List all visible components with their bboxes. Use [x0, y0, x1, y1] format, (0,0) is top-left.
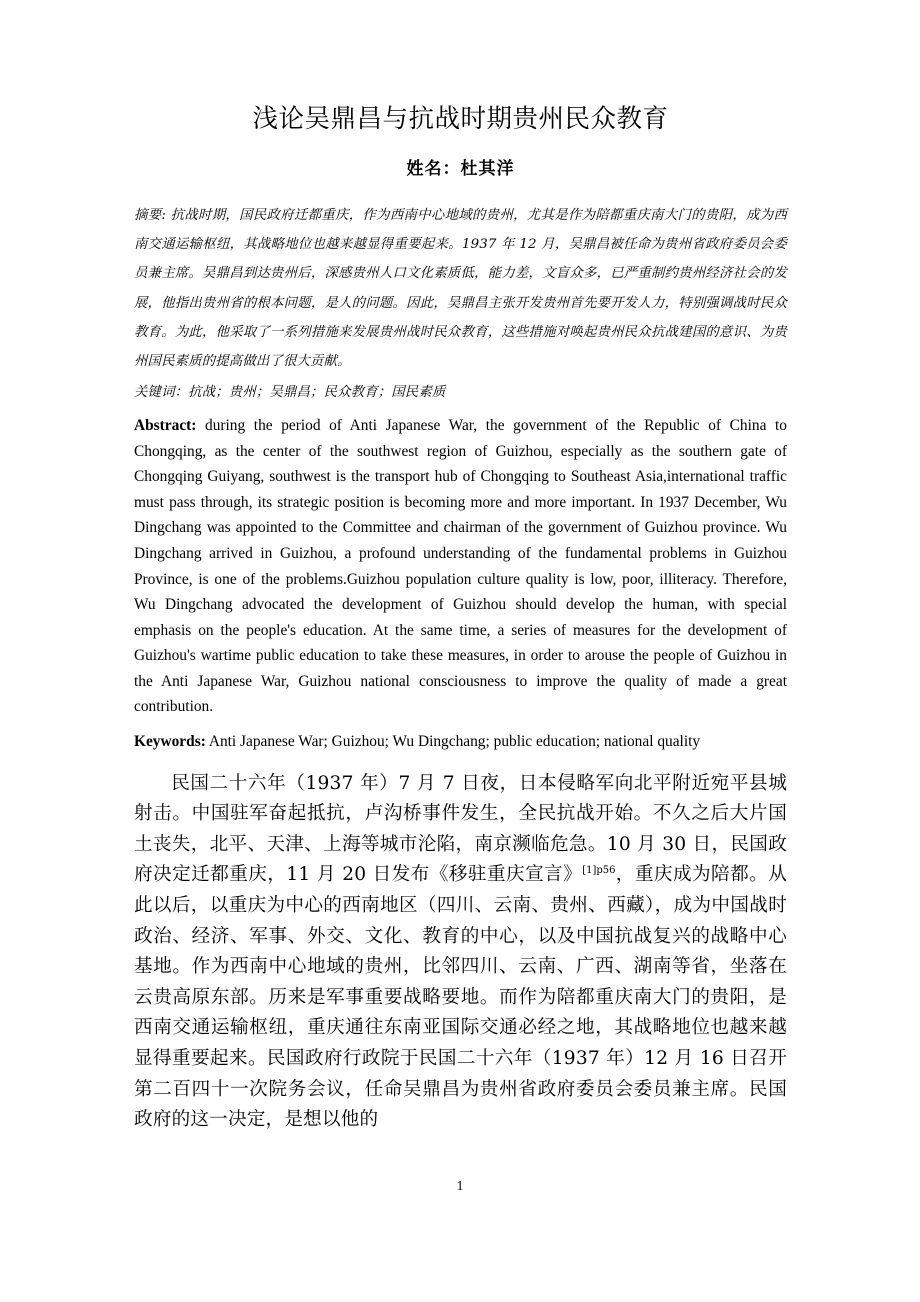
page-title: 浅论吴鼎昌与抗战时期贵州民众教育: [252, 104, 669, 134]
body-paragraph-part1: 民国二十六年（1937 年）7 月 7 日夜，日本侵略军向北平附近宛平县城射击。中国驻军奋起抵抗，卢沟桥事件发生，全民抗战开始。不久之后大片国土丧失，北平、天津、上海等城市沦陷，南京濒临危急。10 月 30 日，民国政府决定迁都重庆，11 月 20 日发布《移驻重庆宣言》: [134, 772, 787, 886]
body-paragraph-part2: ，重庆成为陪都。从此以后，以重庆为中心的西南地区（四川、云南、贵州、西藏），成为中国战时政治、经济、军事、外交、文化、教育的中心，以及中国抗战复兴的战略中心基地。作为西南中心地域的贵州，比邻四川、云南、广西、湖南等省，坐落在云贵高原东部。历来是军事重要战略要地。而作为陪都重庆南大门的贵阳，是西南交通运输枢纽，重庆通往东南亚国际交通必经之地，其战略地位也越来越显得重要起来。民国政府行政院于民国二十六年（1937 年）12 月 16 日召开第二百四十一次院务会议，任命吴鼎昌为贵州省政府委员会委员兼主席。民国政府的这一决定，是想以他的: [134, 864, 787, 1131]
english-keywords-text: Anti Japanese War; Guizhou; Wu Dingchang; public education; national quality: [205, 733, 701, 751]
citation-reference: [1]p56: [582, 865, 616, 877]
author-line: 姓名：杜其洋: [406, 158, 515, 179]
page-number: 1: [456, 1178, 464, 1193]
body-paragraph: [134, 755, 787, 1136]
english-abstract-label: Abstract:: [134, 416, 197, 434]
chinese-abstract: 摘要: 抗战时期，国民政府迁都重庆，作为西南中心地域的贵州，尤其是作为陪都重庆南大门的贵阳，成为西南交通运输枢纽，其战略地位也越来越显得重要起来。1937 年 12 月，吴鼎昌被任命为贵州省政府委员会委员兼主席。吴鼎昌到达贵州后，深感贵州人口文化素质低，能力差，文盲众多，已严重制约贵州经济社会的发展，他指出贵州省的根本问题，是人的问题。因此，吴鼎昌主张开发贵州首先要开发人力，特别强调战时民众教育。为此，他采取了一系列措施来发展贵州战时民众教育，这些措施对唤起贵州民众抗战建国的意识、为贵州国民素质的提高做出了很大贡献。: [134, 207, 787, 370]
english-abstract: [134, 407, 787, 720]
chinese-keywords: 关键词：抗战；贵州；吴鼎昌；民众教育；国民素质: [134, 384, 446, 400]
english-abstract-text: during the period of Anti Japanese War, the government of the Republic of China to Chongqing, as the center of the southwest region of Guizhou, especially as the southern gate of Chongqing Guiyang, southwest is the transport hub of Chongqing to Southeast Asia,international traffic must pass through, its strategic position is becoming more and more important. In 1937 December, Wu Dingchang was appointed to the Committee and chairman of the government of Guizhou province. Wu Dingchang arrived in Guizhou, a profound understanding of the fundamental problems in Guizhou Province, is one of the problems.Guizhou population culture quality is low, poor, illiteracy. Therefore, Wu Dingchang advocated the development of Guizhou should develop the human, with special emphasis on the people's education. At the same time, a series of measures for the development of Guizhou's wartime public education to take these measures, in order to arouse the people of Guizhou in the Anti Japanese War, Guizhou national consciousness to improve the quality of made a great contribution.: [134, 416, 787, 716]
english-keywords-label: Keywords:: [134, 733, 206, 751]
page-content: [134, 0, 787, 1136]
english-keywords: [134, 720, 787, 755]
